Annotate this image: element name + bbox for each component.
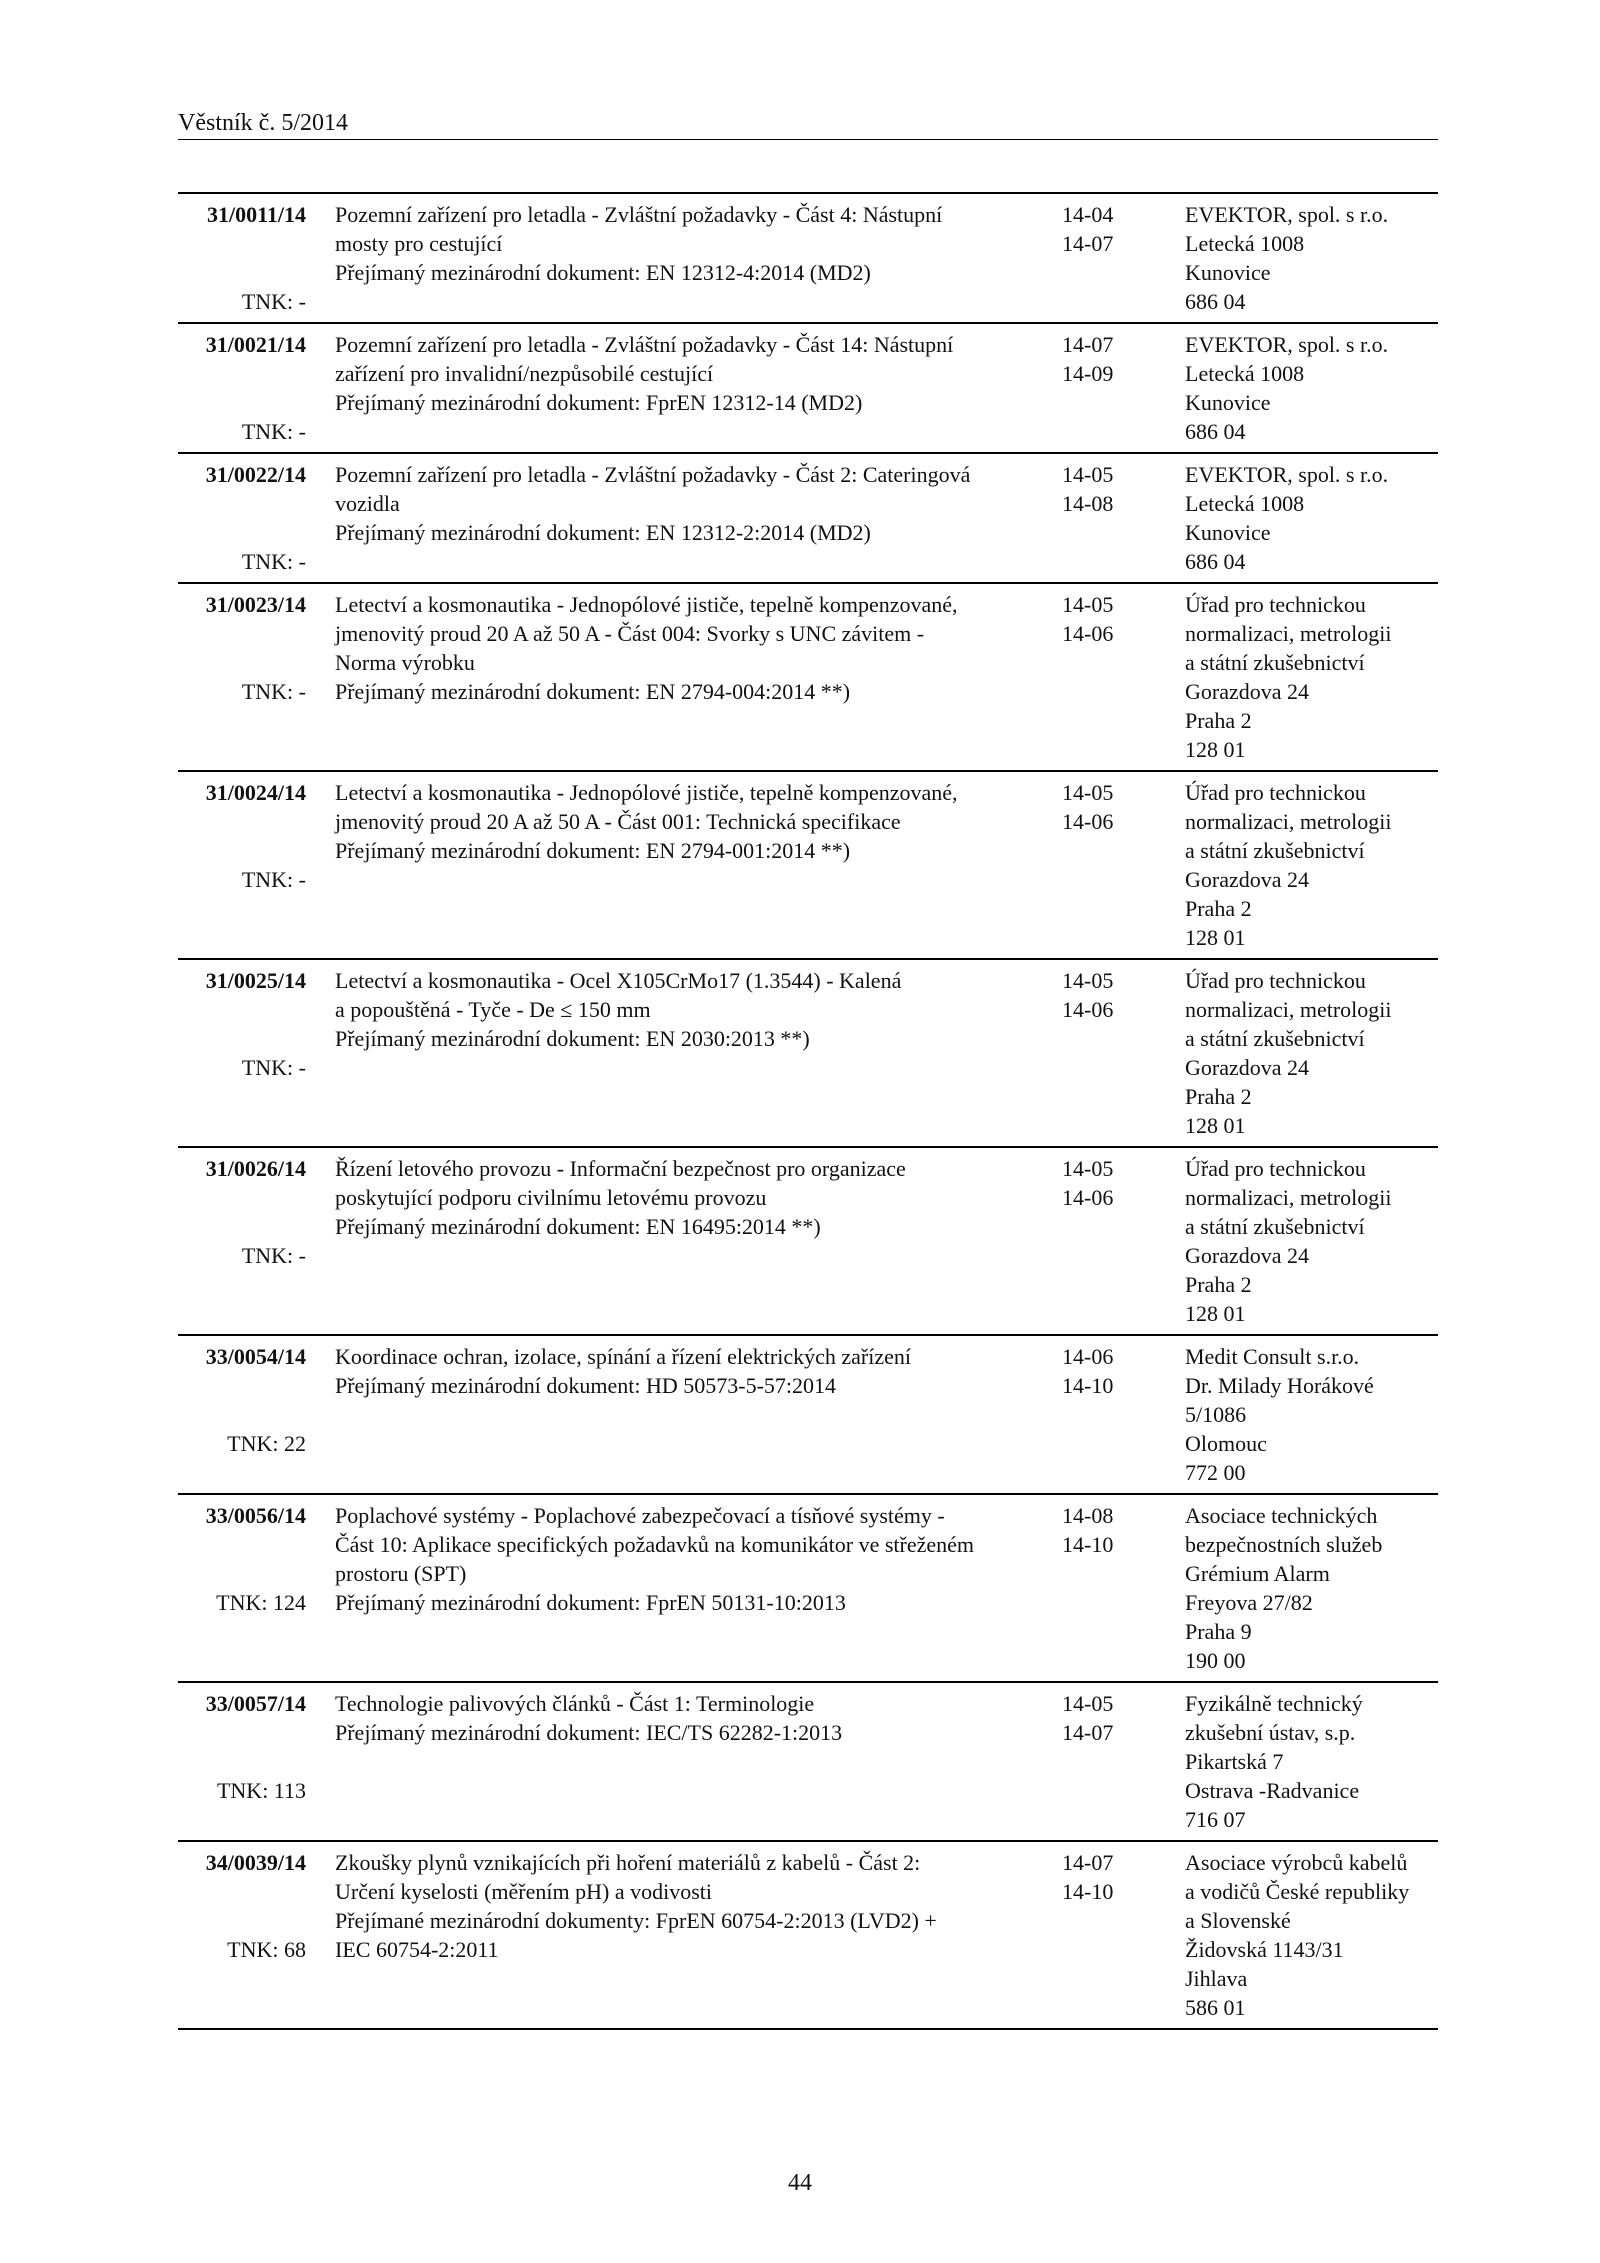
- title-cell: [335, 460, 1035, 547]
- organization-cell: [1185, 460, 1445, 576]
- organization-line: zkušební ústav, s.p.: [1185, 1720, 1356, 1745]
- code-cell: [178, 778, 306, 952]
- title-line: Přejímané mezinárodní dokumenty: FprEN 60754-2:2013 (LVD2) +: [335, 1908, 937, 1933]
- organization-line: 586 01: [1185, 1995, 1246, 2020]
- organization-line: 190 00: [1185, 1648, 1246, 1673]
- title-line: Pozemní zařízení pro letadla - Zvláštní požadavky - Část 14: Nástupní: [335, 332, 954, 357]
- tnk-label: TNK: 68: [227, 1937, 306, 1962]
- title-line: Přejímaný mezinárodní dokument: EN 16495:2014 **): [335, 1214, 821, 1239]
- organization-line: EVEKTOR, spol. s r.o.: [1185, 462, 1389, 487]
- date-value: 14-09: [1062, 361, 1114, 386]
- organization-line: Pikartská 7: [1185, 1749, 1284, 1774]
- organization-cell: [1185, 966, 1445, 1140]
- standard-code: 33/0056/14: [205, 1503, 306, 1528]
- organization-line: Freyova 27/82: [1185, 1590, 1313, 1615]
- date-value: 14-06: [1062, 621, 1114, 646]
- code-cell: [178, 1689, 306, 1834]
- organization-line: 716 07: [1185, 1807, 1246, 1832]
- date-value: 14-06: [1062, 1185, 1114, 1210]
- table-row: [178, 772, 1438, 960]
- title-line: poskytující podporu civilnímu letovému provozu: [335, 1185, 767, 1210]
- title-line: Určení kyselosti (měřením pH) a vodivosti: [335, 1879, 712, 1904]
- organization-line: Úřad pro technickou: [1185, 1156, 1366, 1181]
- standard-code: 31/0026/14: [205, 1156, 306, 1181]
- organization-line: a státní zkušebnictví: [1185, 1214, 1365, 1239]
- organization-line: normalizaci, metrologii: [1185, 1185, 1392, 1210]
- title-cell: [335, 330, 1035, 417]
- title-line: Přejímaný mezinárodní dokument: EN 2794-001:2014 **): [335, 838, 851, 863]
- table-row: [178, 584, 1438, 772]
- tnk-label: TNK: -: [241, 679, 306, 704]
- organization-line: Gorazdova 24: [1185, 1055, 1310, 1080]
- organization-line: Asociace technických: [1185, 1503, 1378, 1528]
- organization-line: 128 01: [1185, 737, 1246, 762]
- organization-line: Úřad pro technickou: [1185, 968, 1366, 993]
- title-cell: [335, 1342, 1035, 1400]
- date-value: 14-05: [1062, 462, 1114, 487]
- standard-code: 31/0021/14: [205, 332, 306, 357]
- page-header: [178, 110, 1438, 140]
- title-line: jmenovitý proud 20 A až 50 A - Část 004: Svorky s UNC závitem -: [335, 621, 925, 646]
- title-line: Část 10: Aplikace specifických požadavků na komunikátor ve střeženém: [335, 1532, 975, 1557]
- table-row: [178, 1842, 1438, 2030]
- title-line: Letectví a kosmonautika - Jednopólové jističe, tepelně kompenzované,: [335, 592, 958, 617]
- table-row: [178, 960, 1438, 1148]
- organization-cell: [1185, 200, 1445, 316]
- title-cell: [335, 1848, 1035, 1964]
- organization-line: Úřad pro technickou: [1185, 592, 1366, 617]
- organization-cell: [1185, 590, 1445, 764]
- title-cell: [335, 1689, 1035, 1747]
- code-cell: [178, 330, 306, 446]
- standard-code: 31/0024/14: [205, 780, 306, 805]
- organization-line: Asociace výrobců kabelů: [1185, 1850, 1408, 1875]
- date-value: 14-05: [1062, 592, 1114, 617]
- organization-line: Letecká 1008: [1185, 361, 1305, 386]
- organization-line: a vodičů České republiky: [1185, 1879, 1410, 1904]
- organization-line: Olomouc: [1185, 1431, 1267, 1456]
- organization-line: Fyzikálně technický: [1185, 1691, 1363, 1716]
- standard-code: 31/0023/14: [205, 592, 306, 617]
- organization-line: EVEKTOR, spol. s r.o.: [1185, 202, 1389, 227]
- code-cell: [178, 1501, 306, 1675]
- tnk-label: TNK: -: [241, 549, 306, 574]
- standard-code: 33/0057/14: [205, 1691, 306, 1716]
- code-cell: [178, 1848, 306, 2022]
- organization-line: 686 04: [1185, 289, 1246, 314]
- standard-code: 34/0039/14: [205, 1850, 306, 1875]
- table-row: [178, 324, 1438, 454]
- dates-cell: [1062, 1154, 1132, 1212]
- tnk-label: TNK: -: [241, 289, 306, 314]
- organization-line: Židovská 1143/31: [1185, 1937, 1344, 1962]
- table-row: [178, 1336, 1438, 1495]
- organization-cell: [1185, 1501, 1445, 1675]
- date-value: 14-10: [1062, 1532, 1114, 1557]
- date-value: 14-06: [1062, 1344, 1114, 1369]
- dates-cell: [1062, 778, 1132, 836]
- title-line: Letectví a kosmonautika - Jednopólové jističe, tepelně kompenzované,: [335, 780, 958, 805]
- organization-line: Praha 2: [1185, 896, 1252, 921]
- organization-line: Ostrava -Radvanice: [1185, 1778, 1360, 1803]
- organization-line: Letecká 1008: [1185, 231, 1305, 256]
- code-cell: [178, 200, 306, 316]
- organization-line: bezpečnostních služeb: [1185, 1532, 1383, 1557]
- organization-cell: [1185, 1848, 1445, 2022]
- table-row: [178, 1495, 1438, 1683]
- organization-line: a Slovenské: [1185, 1908, 1291, 1933]
- organization-line: Grémium Alarm: [1185, 1561, 1330, 1586]
- organization-line: a státní zkušebnictví: [1185, 1026, 1365, 1051]
- standard-code: 33/0054/14: [205, 1344, 306, 1369]
- standard-code: 31/0011/14: [206, 202, 306, 227]
- organization-line: Gorazdova 24: [1185, 1243, 1310, 1268]
- dates-cell: [1062, 460, 1132, 518]
- title-cell: [335, 590, 1035, 706]
- organization-line: a státní zkušebnictví: [1185, 838, 1365, 863]
- title-line: Přejímaný mezinárodní dokument: EN 12312-2:2014 (MD2): [335, 520, 871, 545]
- title-line: Přejímaný mezinárodní dokument: FprEN 12312-14 (MD2): [335, 390, 863, 415]
- table-row: [178, 1148, 1438, 1336]
- organization-cell: [1185, 1342, 1445, 1487]
- title-line: IEC 60754-2:2011: [335, 1937, 499, 1962]
- title-cell: [335, 1154, 1035, 1241]
- title-line: Letectví a kosmonautika - Ocel X105CrMo17 (1.3544) - Kalená: [335, 968, 902, 993]
- date-value: 14-05: [1062, 968, 1114, 993]
- organization-line: normalizaci, metrologii: [1185, 809, 1392, 834]
- organization-line: 772 00: [1185, 1460, 1246, 1485]
- organization-line: Praha 2: [1185, 1084, 1252, 1109]
- dates-cell: [1062, 1501, 1132, 1559]
- title-line: Koordinace ochran, izolace, spínání a řízení elektrických zařízení: [335, 1344, 911, 1369]
- date-value: 14-07: [1062, 231, 1114, 256]
- organization-line: Praha 2: [1185, 1272, 1252, 1297]
- organization-line: Dr. Milady Horákové: [1185, 1373, 1374, 1398]
- title-line: Přejímaný mezinárodní dokument: EN 12312-4:2014 (MD2): [335, 260, 871, 285]
- organization-line: 128 01: [1185, 1113, 1246, 1138]
- tnk-label: TNK: 113: [216, 1778, 306, 1803]
- organization-line: Gorazdova 24: [1185, 679, 1310, 704]
- journal-title: Věstník č. 5/2014: [178, 110, 348, 136]
- organization-line: a státní zkušebnictví: [1185, 650, 1365, 675]
- code-cell: [178, 460, 306, 576]
- title-line: Přejímaný mezinárodní dokument: IEC/TS 62282-1:2013: [335, 1720, 843, 1745]
- date-value: 14-07: [1062, 332, 1114, 357]
- title-line: vozidla: [335, 491, 400, 516]
- date-value: 14-05: [1062, 780, 1114, 805]
- date-value: 14-10: [1062, 1879, 1114, 1904]
- title-line: Řízení letového provozu - Informační bezpečnost pro organizace: [335, 1156, 906, 1181]
- standard-code: 31/0022/14: [205, 462, 306, 487]
- code-cell: [178, 590, 306, 764]
- organization-line: Kunovice: [1185, 260, 1271, 285]
- organization-line: Úřad pro technickou: [1185, 780, 1366, 805]
- organization-line: 128 01: [1185, 1301, 1246, 1326]
- table-row: [178, 454, 1438, 584]
- date-value: 14-05: [1062, 1691, 1114, 1716]
- title-line: Přejímaný mezinárodní dokument: HD 50573-5-57:2014: [335, 1373, 837, 1398]
- title-line: Pozemní zařízení pro letadla - Zvláštní požadavky - Část 2: Cateringová: [335, 462, 971, 487]
- title-line: Zkoušky plynů vznikajících při hoření materiálů z kabelů - Část 2:: [335, 1850, 921, 1875]
- date-value: 14-06: [1062, 997, 1114, 1022]
- title-cell: [335, 1501, 1035, 1617]
- organization-line: 5/1086: [1185, 1402, 1247, 1427]
- title-line: a popouštěná - Tyče - De ≤ 150 mm: [335, 997, 651, 1022]
- title-line: Poplachové systémy - Poplachové zabezpečovací a tísňové systémy -: [335, 1503, 945, 1528]
- dates-cell: [1062, 1342, 1132, 1400]
- standards-table: [178, 192, 1438, 2030]
- title-line: Přejímaný mezinárodní dokument: EN 2030:2013 **): [335, 1026, 810, 1051]
- title-line: Přejímaný mezinárodní dokument: FprEN 50131-10:2013: [335, 1590, 846, 1615]
- organization-line: Letecká 1008: [1185, 491, 1305, 516]
- code-cell: [178, 1342, 306, 1487]
- organization-cell: [1185, 330, 1445, 446]
- organization-line: Medit Consult s.r.o.: [1185, 1344, 1360, 1369]
- organization-line: 128 01: [1185, 925, 1246, 950]
- code-cell: [178, 966, 306, 1140]
- organization-line: Kunovice: [1185, 390, 1271, 415]
- table-row: [178, 1683, 1438, 1842]
- tnk-label: TNK: 124: [216, 1590, 306, 1615]
- title-cell: [335, 200, 1035, 287]
- page-number: 44: [788, 2170, 812, 2196]
- title-line: jmenovitý proud 20 A až 50 A - Část 001: Technická specifikace: [335, 809, 901, 834]
- organization-line: 686 04: [1185, 549, 1246, 574]
- date-value: 14-07: [1062, 1850, 1114, 1875]
- title-line: mosty pro cestující: [335, 231, 503, 256]
- organization-line: Praha 9: [1185, 1619, 1252, 1644]
- tnk-label: TNK: -: [241, 867, 306, 892]
- organization-cell: [1185, 1689, 1445, 1834]
- date-value: 14-08: [1062, 1503, 1114, 1528]
- date-value: 14-06: [1062, 809, 1114, 834]
- tnk-label: TNK: 22: [227, 1431, 306, 1456]
- tnk-label: TNK: -: [241, 1055, 306, 1080]
- date-value: 14-04: [1062, 202, 1114, 227]
- organization-line: normalizaci, metrologii: [1185, 997, 1392, 1022]
- organization-cell: [1185, 1154, 1445, 1328]
- table-row: [178, 194, 1438, 324]
- date-value: 14-07: [1062, 1720, 1114, 1745]
- date-value: 14-10: [1062, 1373, 1114, 1398]
- dates-cell: [1062, 590, 1132, 648]
- title-line: Norma výrobku: [335, 650, 475, 675]
- dates-cell: [1062, 1848, 1132, 1906]
- title-cell: [335, 778, 1035, 865]
- tnk-label: TNK: -: [241, 1243, 306, 1268]
- organization-line: Gorazdova 24: [1185, 867, 1310, 892]
- title-line: Pozemní zařízení pro letadla - Zvláštní požadavky - Část 4: Nástupní: [335, 202, 943, 227]
- dates-cell: [1062, 966, 1132, 1024]
- dates-cell: [1062, 330, 1132, 388]
- title-cell: [335, 966, 1035, 1053]
- date-value: 14-08: [1062, 491, 1114, 516]
- organization-line: normalizaci, metrologii: [1185, 621, 1392, 646]
- code-cell: [178, 1154, 306, 1328]
- tnk-label: TNK: -: [241, 419, 306, 444]
- organization-line: 686 04: [1185, 419, 1246, 444]
- title-line: zařízení pro invalidní/nezpůsobilé cestující: [335, 361, 714, 386]
- dates-cell: [1062, 1689, 1132, 1747]
- organization-cell: [1185, 778, 1445, 952]
- dates-cell: [1062, 200, 1132, 258]
- organization-line: Jihlava: [1185, 1966, 1248, 1991]
- organization-line: Kunovice: [1185, 520, 1271, 545]
- title-line: Technologie palivových článků - Část 1: Terminologie: [335, 1691, 815, 1716]
- organization-line: EVEKTOR, spol. s r.o.: [1185, 332, 1389, 357]
- title-line: Přejímaný mezinárodní dokument: EN 2794-004:2014 **): [335, 679, 851, 704]
- standard-code: 31/0025/14: [205, 968, 306, 993]
- organization-line: Praha 2: [1185, 708, 1252, 733]
- date-value: 14-05: [1062, 1156, 1114, 1181]
- title-line: prostoru (SPT): [335, 1561, 467, 1586]
